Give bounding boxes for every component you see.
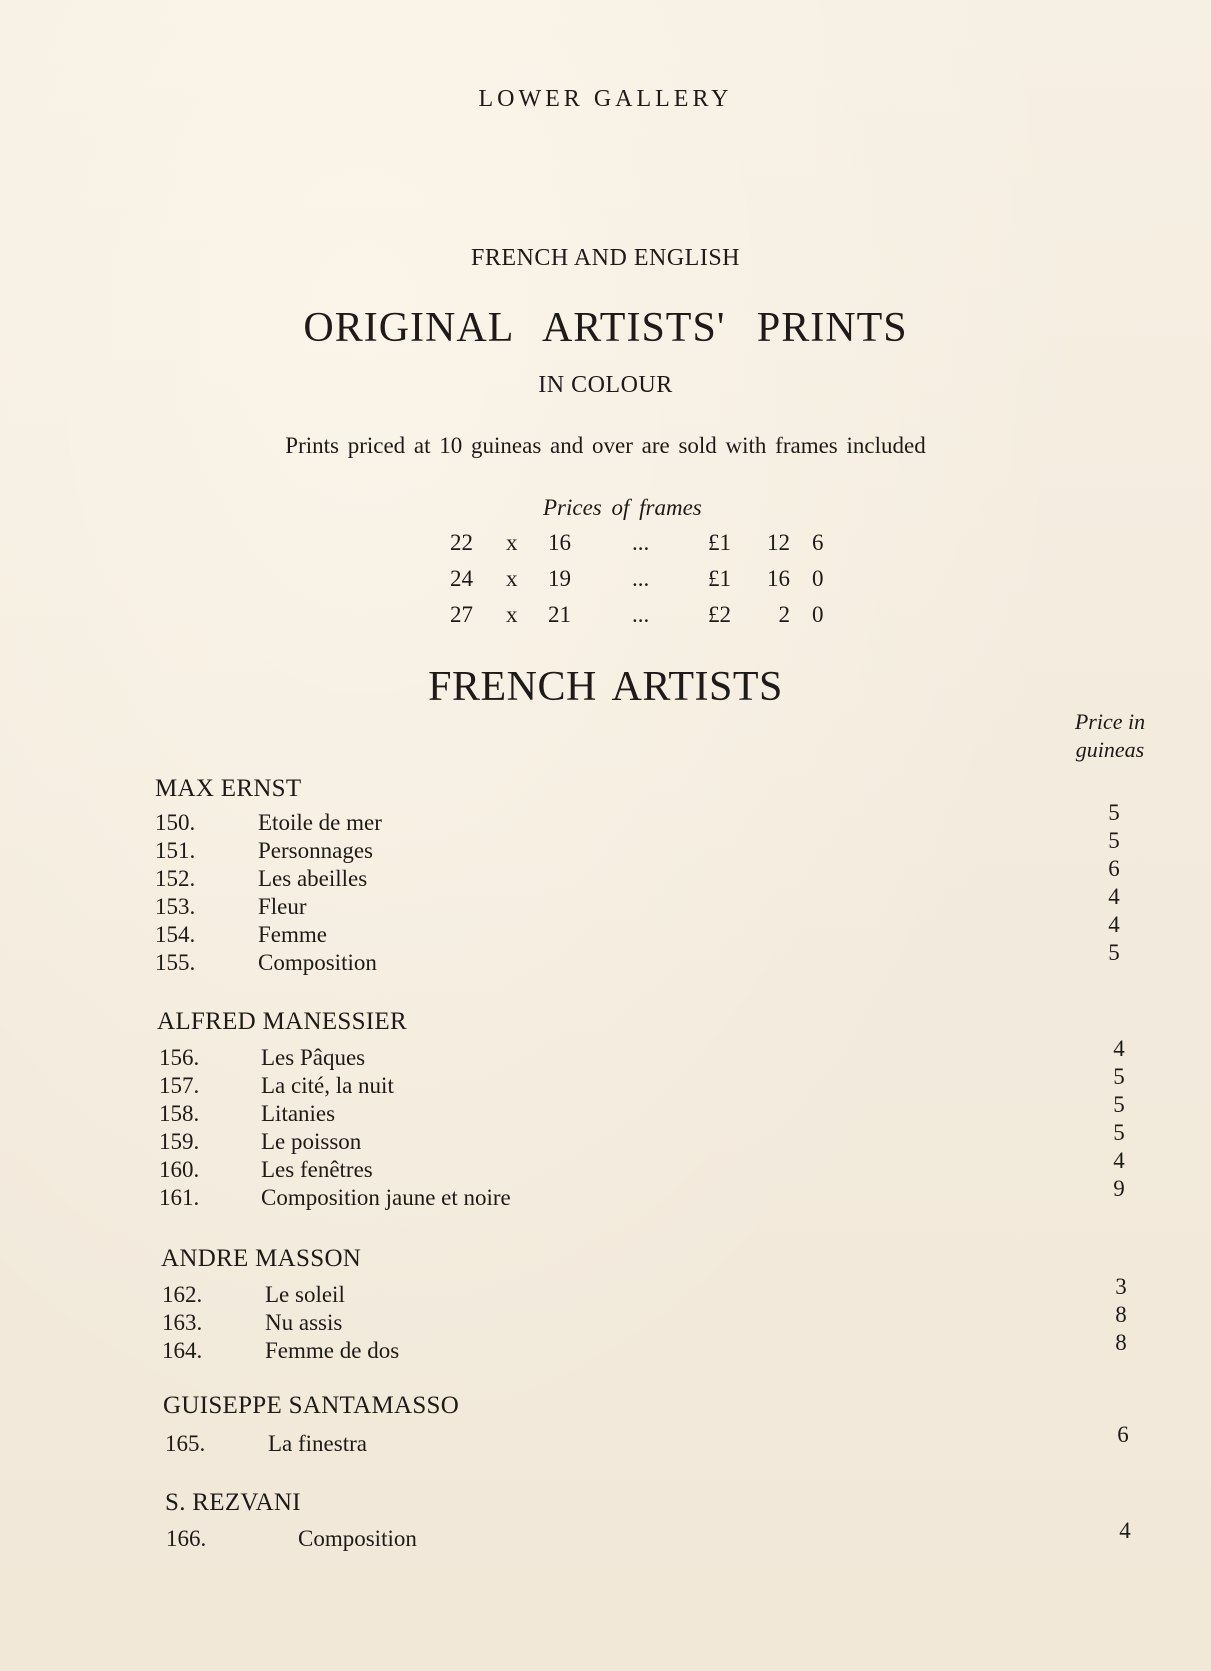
artist-name: S. REZVANI <box>165 1489 301 1516</box>
page-title: ORIGINAL ARTISTS' PRINTS <box>303 305 908 351</box>
frame-pence: 0 <box>812 566 824 591</box>
item-price: 5 <box>1108 940 1120 965</box>
item-number: 164. <box>162 1338 203 1363</box>
item-title: Composition <box>298 1526 417 1551</box>
item-price: 5 <box>1108 800 1120 825</box>
item-number: 159. <box>159 1129 200 1154</box>
item-number: 156. <box>159 1045 200 1070</box>
frame-pounds: £1 <box>708 566 731 591</box>
frame-width: 24 <box>450 566 473 591</box>
item-title: Femme <box>258 922 327 947</box>
item-number: 150. <box>155 810 196 835</box>
item-title: Le poisson <box>261 1129 362 1154</box>
item-price: 5 <box>1113 1064 1125 1089</box>
item-price: 8 <box>1115 1330 1127 1355</box>
item-number: 157. <box>159 1073 200 1098</box>
item-title: Les abeilles <box>258 866 368 891</box>
item-number: 162. <box>162 1282 203 1307</box>
artist-name: ALFRED MANESSIER <box>157 1008 407 1035</box>
item-price: 5 <box>1113 1120 1125 1145</box>
item-number: 158. <box>159 1101 200 1126</box>
frame-height: 16 <box>548 530 571 555</box>
item-price: 4 <box>1113 1036 1125 1061</box>
price-header-line: guineas <box>1075 737 1145 762</box>
page-subtitle: IN COLOUR <box>538 372 673 398</box>
item-price: 3 <box>1115 1274 1127 1299</box>
item-price: 6 <box>1108 856 1120 881</box>
item-price: 8 <box>1115 1302 1127 1327</box>
price-column-header <box>1040 708 1180 764</box>
item-title: Fleur <box>258 894 307 919</box>
item-number: 163. <box>162 1310 203 1335</box>
section-title: FRENCH ARTISTS <box>428 664 783 710</box>
item-title: Les fenêtres <box>261 1157 373 1182</box>
frame-shillings: 2 <box>778 602 790 627</box>
item-title: Litanies <box>261 1101 336 1126</box>
item-number: 166. <box>166 1526 207 1551</box>
item-title: La cité, la nuit <box>261 1073 394 1098</box>
frame-shillings: 12 <box>767 530 790 555</box>
frame-times: x <box>506 530 518 555</box>
item-title: Etoile de mer <box>258 810 382 835</box>
item-price: 5 <box>1108 828 1120 853</box>
item-title: Composition <box>258 950 377 975</box>
price-header-line: Price in <box>1074 709 1146 734</box>
running-head: LOWER GALLERY <box>478 86 733 112</box>
frame-leader: ... <box>632 530 650 555</box>
frame-width: 27 <box>450 602 473 627</box>
frame-price-row <box>450 566 850 596</box>
frame-shillings: 16 <box>767 566 790 591</box>
item-price: 5 <box>1113 1092 1125 1117</box>
frame-times: x <box>506 566 518 591</box>
frame-width: 22 <box>450 530 473 555</box>
frame-price-row <box>450 602 850 632</box>
frame-pounds: £2 <box>708 602 731 627</box>
item-title: Les Pâques <box>261 1045 366 1070</box>
frame-height: 21 <box>548 602 571 627</box>
item-price: 4 <box>1113 1148 1125 1173</box>
frame-times: x <box>506 602 518 627</box>
frame-pence: 6 <box>812 530 824 555</box>
item-price: 4 <box>1108 884 1120 909</box>
item-title: La finestra <box>268 1431 367 1456</box>
item-price: 4 <box>1119 1518 1131 1543</box>
frames-price-title: Prices of frames <box>543 495 702 520</box>
frames-note: Prints priced at 10 guineas and over are sold with frames included <box>285 433 926 458</box>
item-number: 151. <box>155 838 196 863</box>
item-number: 160. <box>159 1157 200 1182</box>
item-title: Le soleil <box>265 1282 345 1307</box>
frame-pounds: £1 <box>708 530 731 555</box>
item-title: Personnages <box>258 838 373 863</box>
item-price: 4 <box>1108 912 1120 937</box>
artist-name: ANDRE MASSON <box>161 1245 362 1272</box>
frame-price-row <box>450 530 850 560</box>
item-title: Composition jaune et noire <box>261 1185 511 1210</box>
frame-pence: 0 <box>812 602 824 627</box>
item-price: 6 <box>1117 1422 1129 1447</box>
item-title: Nu assis <box>265 1310 343 1335</box>
item-title: Femme de dos <box>265 1338 400 1363</box>
frame-leader: ... <box>632 602 650 627</box>
frame-height: 19 <box>548 566 571 591</box>
item-number: 154. <box>155 922 196 947</box>
artist-name: GUISEPPE SANTAMASSO <box>163 1392 460 1419</box>
kicker: FRENCH AND ENGLISH <box>470 245 740 271</box>
item-number: 153. <box>155 894 196 919</box>
frame-leader: ... <box>632 566 650 591</box>
item-price: 9 <box>1113 1176 1125 1201</box>
artist-name: MAX ERNST <box>155 775 302 802</box>
item-number: 161. <box>159 1185 200 1210</box>
item-number: 152. <box>155 866 196 891</box>
item-number: 165. <box>165 1431 206 1456</box>
item-number: 155. <box>155 950 196 975</box>
